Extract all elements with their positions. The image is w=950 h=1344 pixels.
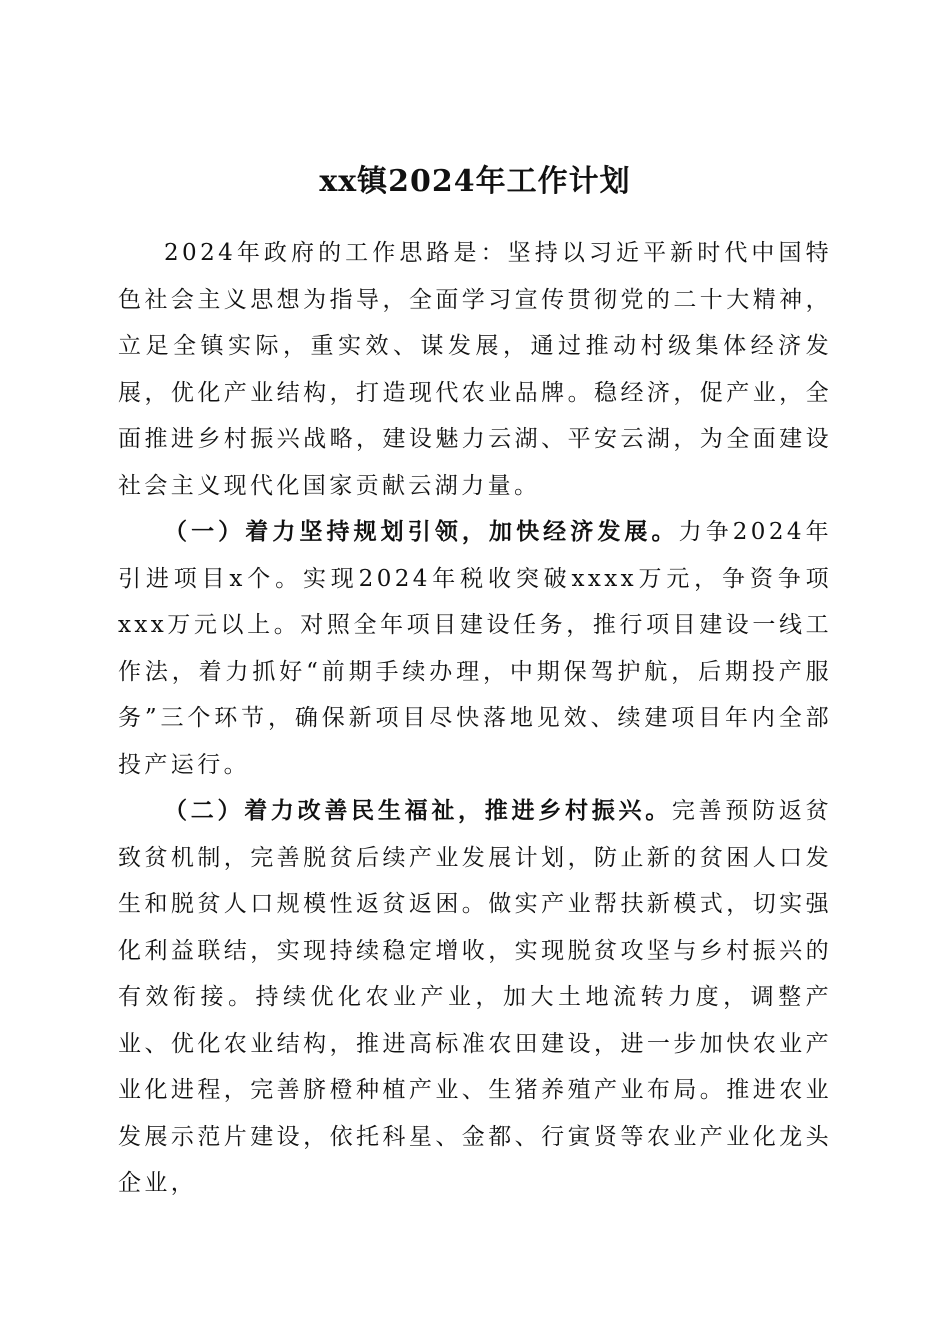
paragraph-intro [118, 230, 832, 509]
paragraph-lead: （一）着力坚持规划引领，加快经济发展。 [164, 518, 679, 545]
paragraph-text: 2024年政府的工作思路是：坚持以习近平新时代中国特色社会主义思想为指导，全面学习宣传贯彻党的二十大精神，立足全镇实际，重实效、谋发展，通过推动村级集体经济发展，优化产业结构，打造现代农业品牌。稳经济，促产业，全面推进乡村振兴战略，建设魅力云湖、平安云湖，为全面建设社会主义现代化国家贡献云湖力量。 [118, 240, 832, 499]
paragraph-section-1 [118, 509, 832, 788]
document-body [118, 230, 832, 1207]
paragraph-text: 力争2024年引进项目x个。实现2024年税收突破xxxx万元，争资争项xxx万元以上。对照全年项目建设任务，推行项目建设一线工作法，着力抓好“前期手续办理，中期保驾护航，后期投产服务”三个环节，确保新项目尽快落地见效、续建项目年内全部投产运行。 [118, 519, 832, 778]
paragraph-section-2 [118, 788, 832, 1207]
page-title: xx镇2024年工作计划 [319, 164, 631, 200]
paragraph-text: 完善预防返贫致贫机制，完善脱贫后续产业发展计划，防止新的贫困人口发生和脱贫人口规模性返贫返困。做实产业帮扶新模式，切实强化利益联结，实现持续稳定增收，实现脱贫攻坚与乡村振兴的有效衔接。持续优化农业产业，加大土地流转力度，调整产业、优化农业结构，推进高标准农田建设，进一步加快农业产业化进程，完善脐橙种植产业、生猪养殖产业布局。推进农业发展示范片建设，依托科星、金都、行寅贤等农业产业化龙头企业， [118, 798, 832, 1196]
paragraph-lead: （二）着力改善民生福祉，推进乡村振兴。 [164, 797, 672, 824]
